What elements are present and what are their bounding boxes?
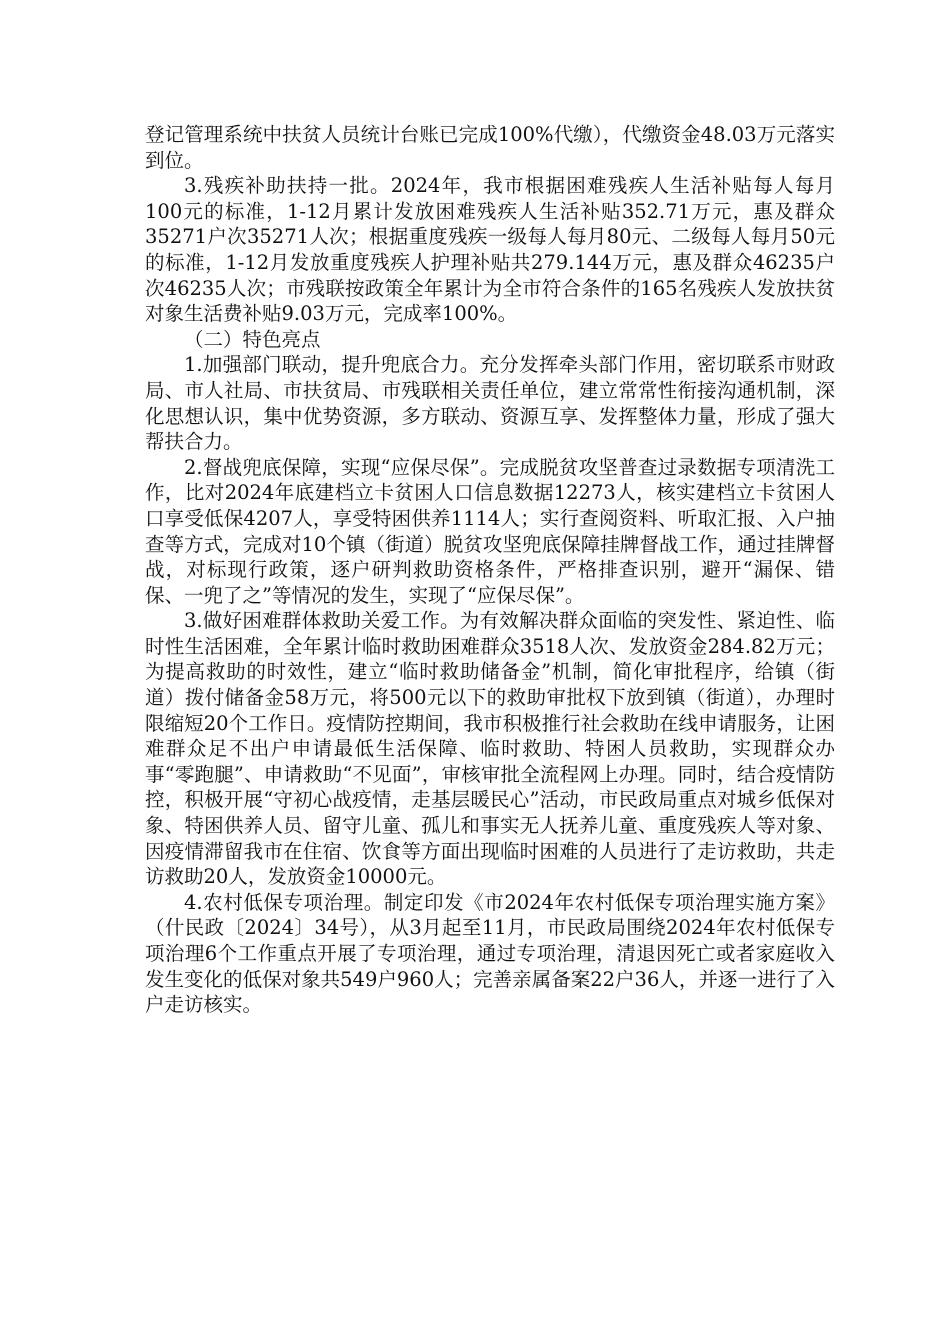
paragraph-rural-dibao: 4.农村低保专项治理。制定印发《市2024年农村低保专项治理实施方案》（什民政〔2024〕34号），从3月起至11月，市民政局围绕2024年农村低保专项治理6个工作重点开展了专项治理，通过专项治理，清退因死亡或者家庭收入发生变化的低保对象共549户960人；完善亲属备案22户36人，并逐一进行了入户走访核实。 [145,890,835,1017]
paragraph-supervision-guarantee: 2.督战兜底保障，实现“应保尽保”。完成脱贫攻坚普查过录数据专项清洗工作，比对2024年底建档立卡贫困人口信息数据12273人，核实建档立卡贫困人口享受低保4207人，享受特困供养1114人；实行查阅资料、听取汇报、入户抽查等方式，完成对10个镇（街道）脱贫攻坚兜底保障挂牌督战工作，通过挂牌督战，对标现行政策，逐户研判救助资格条件，严格排查识别，避开“漏保、错保、一兜了之”等情况的发生，实现了“应保尽保”。 [145,455,835,607]
section-heading-highlights: （二）特色亮点 [184,327,321,351]
paragraph-relief-care: 3.做好困难群体救助关爱工作。为有效解决群众面临的突发性、紧迫性、临时性生活困难，全年累计临时救助困难群众3518人次、发放资金284.82万元；为提高救助的时效性，建立“临时救助储备金”机制，简化审批程序，给镇（街道）拨付储备金58万元，将500元以下的救助审批权下放到镇（街道），办理时限缩短20个工作日。疫情防控期间，我市积极推行社会救助在线申请服务，让困难群众足不出户申请最低生活保障、临时救助、特困人员救助，实现群众办事“零跑腿”、申请救助“不见面”，审核审批全流程网上办理。同时，结合疫情防控，积极开展“守初心战疫情，走基层暖民心”活动，市民政局重点对城乡低保对象、特困供养人员、留守儿童、孤儿和事实无人抚养儿童、重度残疾人等对象、因疫情滞留我市在住宿、饮食等方面出现临时困难的人员进行了走访救助，共走访救助20人，发放资金10000元。 [145,609,835,889]
paragraph-department-linkage: 1.加强部门联动，提升兜底合力。充分发挥牵头部门作用，密切联系市财政局、市人社局、市扶贫局、市残联相关责任单位，建立常常性衔接沟通机制，深化思想认识，集中优势资源，多方联动、资源互享、发挥整体力量，形成了强大帮扶合力。 [145,353,835,454]
paragraph-continuation: 登记管理系统中扶贫人员统计台账已完成100%代缴），代缴资金48.03万元落实到位。 [145,123,835,172]
document-body [145,122,835,1018]
paragraph-disability-subsidy: 3.残疾补助扶持一批。2024年，我市根据困难残疾人生活补贴每人每月100元的标准，1-12月累计发放困难残疾人生活补贴352.71万元，惠及群众35271户次35271人次；根据重度残疾一级每人每月80元、二级每人每月50元的标准，1-12月发放重度残疾人护理补贴共279.144万元，惠及群众46235户次46235人次；市残联按政策全年累计为全市符合条件的165名残疾人发放扶贫对象生活费补贴9.03万元，完成率100%。 [145,174,835,326]
